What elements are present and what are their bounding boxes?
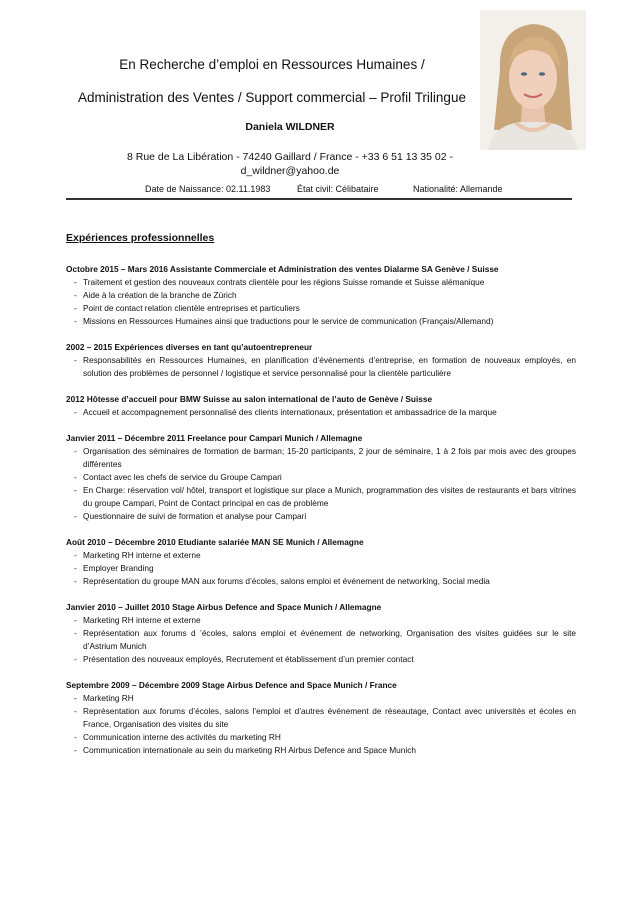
job-title: Septembre 2009 – Décembre 2009 Stage Airbus Defence and Space Munich / France — [66, 680, 397, 690]
job-title: Janvier 2010 – Juillet 2010 Stage Airbus Defence and Space Munich / Allemagne — [66, 602, 382, 612]
job-airbus-france — [66, 679, 576, 757]
header-divider — [66, 198, 572, 200]
job-item: - Marketing RH — [66, 692, 576, 705]
job-man-se — [66, 536, 576, 588]
headline-line-2: Administration des Ventes / Support commercial – Profil Trilingue — [78, 90, 466, 105]
profile-photo — [480, 10, 586, 150]
job-item: - Traitement et gestion des nouveaux contrats clientèle pour les régions Suisse romande et Suisse alémanique — [66, 276, 576, 289]
headline-line-1: En Recherche d’emploi en Ressources Humaines / — [119, 57, 425, 72]
job-item: - Représentation aux forums d’écoles, salons l’emploi et d’autres événement de réseautage, Contact avec universités et écoles en France, Organisation des visites du site — [66, 705, 576, 731]
job-autoentrepreneur — [66, 341, 576, 380]
job-airbus-munich — [66, 601, 576, 666]
job-dialarme — [66, 263, 576, 328]
job-item: - Présentation des nouveaux employés, Recrutement et établissement d’un premier contact — [66, 653, 576, 666]
job-title: 2002 – 2015 Expériences diverses en tant qu’autoentrepreneur — [66, 342, 313, 352]
job-campari — [66, 432, 576, 523]
job-item: - Communication interne des activités du marketing RH — [66, 731, 576, 744]
job-title: Octobre 2015 – Mars 2016 Assistante Commerciale et Administration des ventes Dialarme SA Genève / Suisse — [66, 264, 499, 274]
job-item: - Missions en Ressources Humaines ainsi que traductions pour le service de communication (Français/Allemand) — [66, 315, 576, 328]
job-title: Août 2010 – Décembre 2010 Etudiante salariée MAN SE Munich / Allemagne — [66, 537, 364, 547]
job-item: - Communication internationale au sein du marketing RH Airbus Defence and Space Munich — [66, 744, 576, 757]
job-item: - Représentation du groupe MAN aux forums d’écoles, salons emploi et événement de networking, Social media — [66, 575, 576, 588]
job-item: - Accueil et accompagnement personnalisé des clients internationaux, présentation et ambassadrice de la marque — [66, 406, 576, 419]
experience-list — [66, 263, 576, 770]
job-item: - Employer Branding — [66, 562, 576, 575]
civil-status: État civil: Célibataire — [297, 184, 379, 194]
job-item: - Aide à la création de la branche de Zürich — [66, 289, 576, 302]
job-item: - Marketing RH interne et externe — [66, 549, 576, 562]
nationality: Nationalité: Allemande — [413, 184, 503, 194]
job-item: - Marketing RH interne et externe — [66, 614, 576, 627]
job-item: - Questionnaire de suivi de formation et analyse pour Campari — [66, 510, 576, 523]
job-title: 2012 Hôtesse d’accueil pour BMW Suisse au salon international de l’auto de Genève / Suisse — [66, 394, 433, 404]
job-item: - En Charge: réservation vol/ hôtel, transport et logistique sur place a Munich, programmation des visites de restaurants et bars vitrines du groupe Campari, Point de Contact principal en cas de problème — [66, 484, 576, 510]
job-item: - Organisation des séminaires de formation de barman; 15-20 participants, 2 jour de séminaire, 1 à 2 fois par mois avec des groupes différentes — [66, 445, 576, 471]
job-item: - Représentation aux forums d ’écoles, salons emploi et événement de networking, Organisation des visites guidées sur le site d’Astrium Munich — [66, 627, 576, 653]
email: d_wildner@yahoo.de — [240, 165, 340, 177]
section-title-experience: Expériences professionnelles — [66, 232, 215, 244]
job-bmw — [66, 393, 576, 419]
birth-date: Date de Naissance: 02.11.1983 — [145, 184, 271, 194]
job-title: Janvier 2011 – Décembre 2011 Freelance pour Campari Munich / Allemagne — [66, 433, 363, 443]
job-item: - Responsabilités en Ressources Humaines, en planification d’événements d’entreprise, en formation de nouveaux employés, en solution des problèmes de personnel / logistique et service personnalisé pour la clientèle particulière — [66, 354, 576, 380]
job-item: - Contact avec les chefs de service du Groupe Campari — [66, 471, 576, 484]
candidate-name: Daniela WILDNER — [245, 121, 335, 133]
address-line: 8 Rue de La Libération - 74240 Gaillard / France - +33 6 51 13 35 02 - — [126, 151, 453, 163]
job-item: - Point de contact relation clientèle entreprises et particuliers — [66, 302, 576, 315]
